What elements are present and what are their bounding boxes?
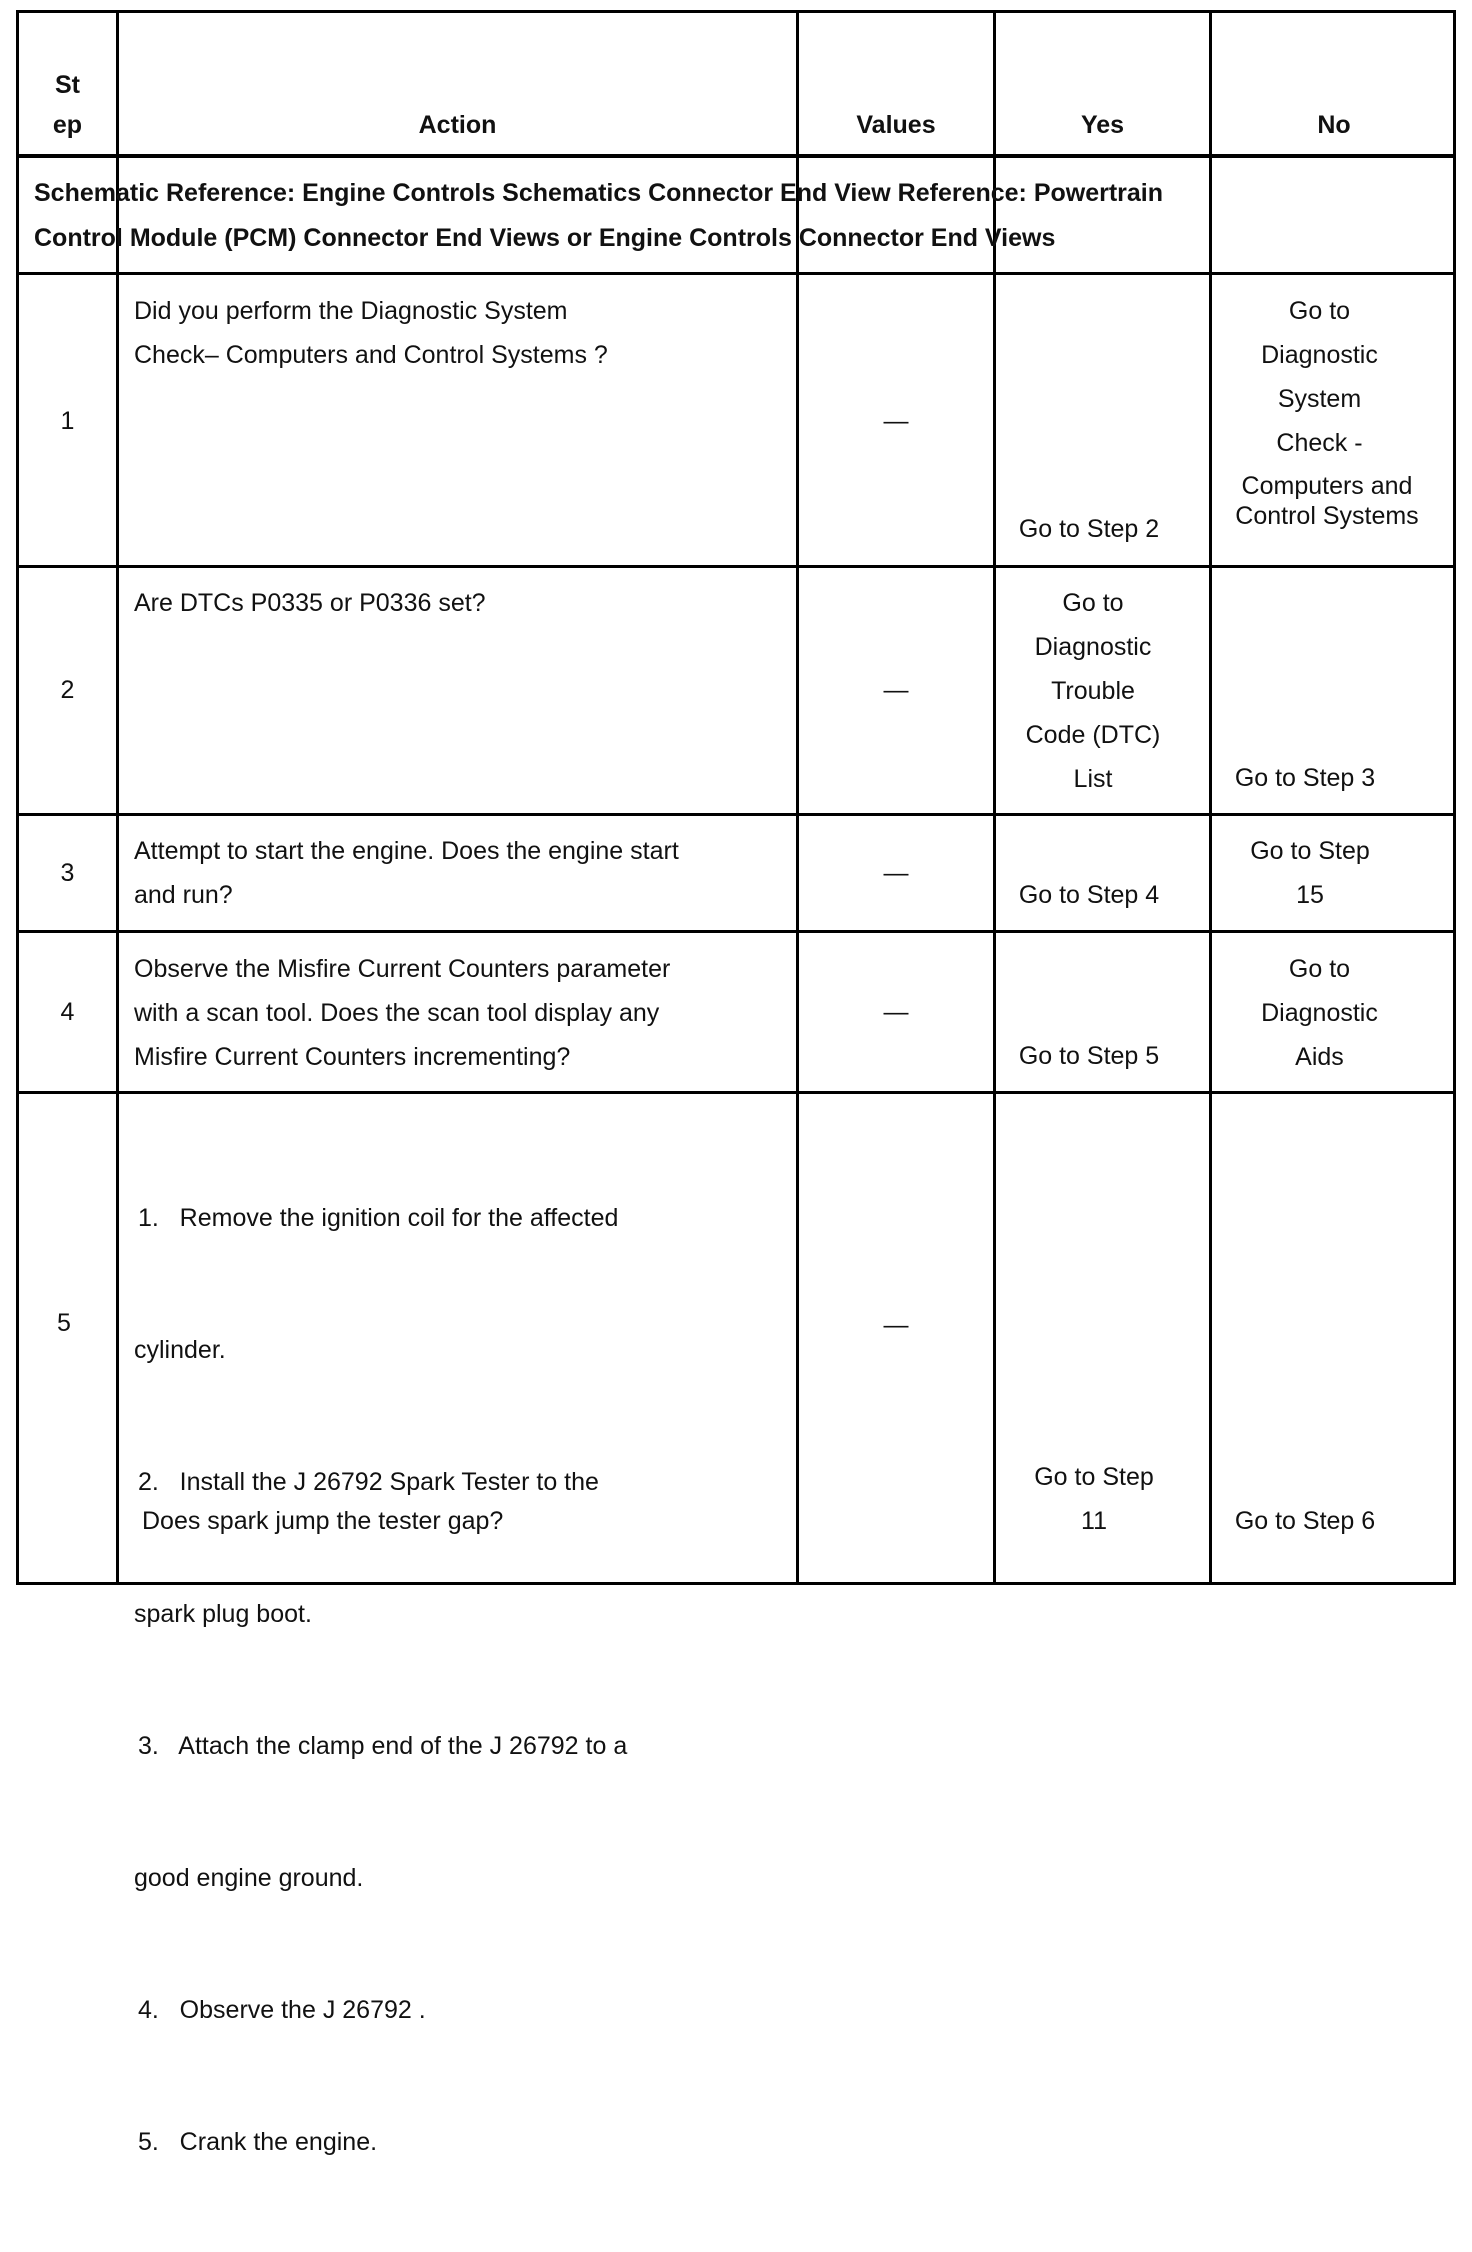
step-number: 3 — [60, 859, 75, 887]
no-link[interactable]: Go to Step 6 — [1234, 1507, 1376, 1535]
action-line: Check– Computers and Control Systems ? — [134, 341, 608, 369]
link-line: List — [1073, 765, 1113, 793]
value-cell: — — [883, 676, 909, 704]
action-line: 4. Observe the J 26792 . — [138, 1996, 426, 2024]
action-text — [134, 947, 784, 1079]
header-step — [19, 65, 116, 145]
link-line: Code (DTC) — [1025, 721, 1161, 749]
reference-line2: Control Module (PCM) Connector End Views or Engine Controls Connector End Views — [34, 224, 1056, 252]
action-line: and run? — [134, 881, 233, 909]
action-line: 1. Remove the ignition coil for the affected — [138, 1204, 619, 1232]
link-line: Diagnostic — [1261, 999, 1378, 1027]
no-link[interactable] — [1212, 947, 1427, 1079]
step-number: 2 — [60, 676, 75, 704]
value-cell: — — [883, 407, 909, 435]
action-line: spark plug boot. — [134, 1600, 312, 1628]
no-link[interactable] — [1212, 289, 1427, 465]
action-question: Does spark jump the tester gap? — [142, 1507, 504, 1535]
header-step-line1: St — [55, 71, 80, 99]
action-line: cylinder. — [134, 1336, 226, 1364]
header-yes: Yes — [1080, 111, 1125, 139]
row-divider — [19, 1091, 1453, 1094]
action-text — [134, 289, 784, 377]
link-line: Aids — [1295, 1043, 1344, 1071]
link-line: Check - — [1276, 429, 1363, 457]
action-text — [134, 1108, 784, 2252]
row-divider — [19, 930, 1453, 933]
no-link[interactable] — [1212, 829, 1408, 917]
yes-link[interactable]: Go to Step 5 — [1018, 1042, 1160, 1070]
row-divider — [19, 154, 1453, 158]
link-line: Computers and — [1241, 472, 1413, 500]
action-line: good engine ground. — [134, 1864, 364, 1892]
row-divider — [19, 813, 1453, 816]
no-link[interactable]: Go to Step 3 — [1234, 764, 1376, 792]
yes-link[interactable]: Go to Step 4 — [1018, 881, 1160, 909]
row-divider — [19, 565, 1453, 568]
step-number: 5 — [57, 1309, 71, 1337]
action-line: 3. Attach the clamp end of the J 26792 to a — [138, 1732, 628, 1760]
action-line: Misfire Current Counters incrementing? — [134, 1043, 571, 1071]
action-line: Did you perform the Diagnostic System — [134, 297, 568, 325]
row-divider — [19, 272, 1453, 275]
schematic-reference — [34, 171, 1434, 261]
link-line: Diagnostic — [1034, 633, 1152, 661]
header-step-line2: ep — [52, 111, 83, 139]
action-line: 2. Install the J 26792 Spark Tester to the — [138, 1468, 599, 1496]
value-cell: — — [883, 1311, 909, 1339]
link-line: System — [1277, 385, 1362, 413]
header-values: Values — [856, 111, 936, 139]
link-line: Go to — [1288, 955, 1351, 983]
link-line: 15 — [1296, 881, 1324, 909]
link-line: 11 — [1081, 1507, 1107, 1535]
link-line: Diagnostic — [1261, 341, 1378, 369]
action-line: with a scan tool. Does the scan tool display any — [134, 999, 660, 1027]
yes-link[interactable]: Go to Step 2 — [1018, 515, 1160, 543]
header-action: Action — [418, 111, 497, 139]
no-link[interactable] — [1212, 471, 1442, 531]
step-number: 1 — [60, 407, 75, 435]
value-cell: — — [883, 859, 909, 887]
step-number: 4 — [60, 998, 75, 1026]
action-text — [134, 581, 784, 625]
diagnostic-table — [16, 10, 1456, 2156]
link-line: Go to — [1288, 297, 1351, 325]
link-line: Go to — [1062, 589, 1124, 617]
header-no: No — [1317, 111, 1351, 139]
yes-link[interactable] — [996, 581, 1190, 801]
action-line: Are DTCs P0335 or P0336 set? — [134, 589, 486, 617]
reference-line1: Schematic Reference: Engine Controls Schematics Connector End View Reference: Powertrain — [34, 179, 1164, 207]
action-line: Attempt to start the engine. Does the engine start — [134, 837, 679, 865]
link-line: Control Systems — [1235, 502, 1419, 530]
link-line: Go to Step — [1250, 837, 1370, 865]
action-line: 5. Crank the engine. — [138, 2128, 378, 2156]
link-line: Trouble — [1051, 677, 1135, 705]
yes-link[interactable] — [996, 1455, 1192, 1543]
action-line: Observe the Misfire Current Counters parameter — [134, 955, 671, 983]
action-text — [134, 829, 784, 917]
link-line: Go to Step — [1034, 1463, 1154, 1491]
value-cell: — — [883, 998, 909, 1026]
